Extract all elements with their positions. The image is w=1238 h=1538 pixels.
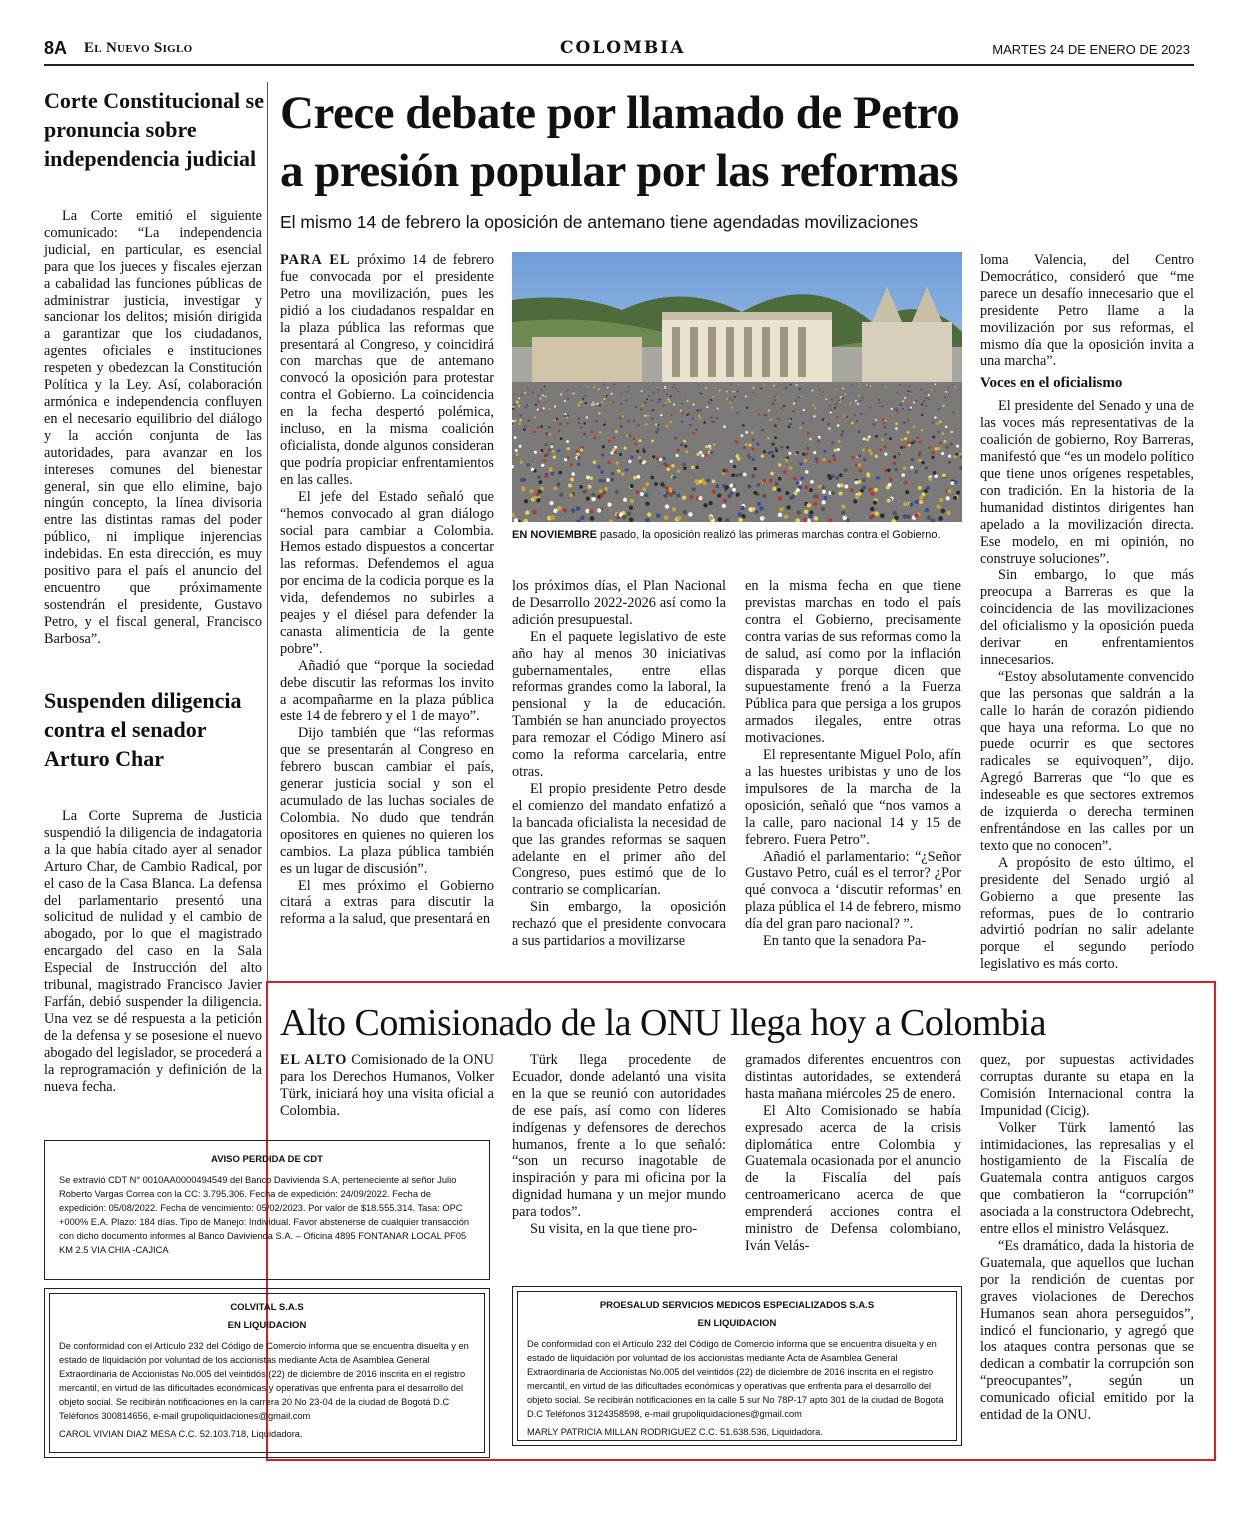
onu-col-3 bbox=[745, 1052, 961, 1255]
onu-col2-p1: Su visita, en la que tiene pro- bbox=[530, 1221, 698, 1238]
main-lead: PARA EL bbox=[280, 252, 351, 268]
main-col2-p1: En el paquete legislativo de este año hay al menos 30 iniciativas gubernamentales, entre ellas reformas grandes como la laboral, la pensional y la de educación. También se han anunciado proyectos para remozar el Código Minero así como la reforma carcelaria, entre otras. bbox=[512, 628, 726, 780]
notice-cdt-title: AVISO PERDIDA DE CDT bbox=[211, 1154, 323, 1165]
main-col2-p3: Sin embargo, la oposición rechazó que el presidente convocara a sus partidarios a movilizarse bbox=[512, 899, 726, 950]
main-col-1 bbox=[280, 252, 494, 928]
main-deck: El mismo 14 de febrero la oposición de antemano tiene agendadas movilizaciones bbox=[280, 212, 919, 232]
plaza-photo bbox=[512, 252, 962, 522]
sidebar-story2-body bbox=[44, 808, 262, 1095]
onu-col3-p1: El Alto Comisionado se había expresado acerca de la crisis diplomática entre Colombia y Guatemala ocasionada por el anuncio de la Fiscalía del país centroamericano acerca de que emprenderá acciones contra el ministro de Defensa colombiano, Iván Velás- bbox=[745, 1102, 961, 1254]
sidebar-story2-paragraph: La Corte Suprema de Justicia suspendió la diligencia de indagatoria a la que había citado ayer al senador Arturo Char, de Cambio Radical, por el caso de la Casa Blanca. La defensa del parlamentario presentó una solicitud de nulidad y el cambio de abogado, por lo que el magistrado encargado del caso en la Sala Especial de Instrucción del alto tribunal, magistrado Francisco Javier Farfán, debió suspender la diligencia. Una vez se dé respuesta a la petición de la defensa y se posesione el nuevo abogado del legislador, se procederá a la reprogramación y definición de la nueva fecha. bbox=[44, 808, 262, 1095]
notice-colvital-subtitle: EN LIQUIDACION bbox=[227, 1320, 307, 1331]
sidebar-story1-paragraph: La Corte emitió el siguiente comunicado: “La independencia judicial, en particular, es esencial para que los jueces y fiscales ejerzan a cabalidad las funciones públicas de administrar justicia, investigar y sancionar los delitos; misión dirigida a garantizar que los ciudadanos, agentes oficiales e instituciones respeten y obedezcan la Constitución Política y la Ley. Así, colaboración armónica e independencia confluyen en el necesario equilibrio del diálogo y la acción conjunta de las autoridades, para avanzar en los intereses comunes del bienestar general, sin que ello elimine, bajo ningún concepto, la línea divisoria entre las distintas ramas del poder público, ni implique injerencias indebidas. En esta dirección, es muy positivo para el país el anuncio del encuentro que próximamente sostendrán el presidente, Gustavo Petro, y el fiscal general, Francisco Barbosa”. bbox=[44, 208, 262, 647]
sidebar-story1-body bbox=[44, 208, 262, 648]
onu-col3-p0: gramados diferentes encuentros con distintas autoridades, se extenderá hasta mañana miércoles 25 de enero. bbox=[745, 1052, 961, 1102]
main-col3-p3: En tanto que la senadora Pa- bbox=[763, 933, 927, 950]
main-col2-p0: los próximos días, el Plan Nacional de Desarrollo 2022-2026 así como la adición presupuestal. bbox=[512, 578, 726, 628]
notice-colvital-signature: CAROL VIVIAN DIAZ MESA C.C. 52.103.718, Liquidadora. bbox=[59, 1429, 303, 1439]
onu-headline: Alto Comisionado de la ONU llega hoy a Colombia bbox=[280, 1002, 1046, 1044]
notice-proesalud-title: PROESALUD SERVICIOS MEDICOS ESPECIALIZADOS S.A.S bbox=[599, 1300, 875, 1311]
main-col1-p4: El mes próximo el Gobierno citará a extras para discutir la reforma a la salud, que presentará en bbox=[280, 877, 494, 928]
main-col1-p2: Añadió que “porque la sociedad debe discutir las reformas los invito a acompañarme en la plaza pública este 14 de febrero y el 1 de mayo”. bbox=[280, 657, 494, 725]
notice-proesalud-signature: MARLY PATRICIA MILLAN RODRIGUEZ C.C. 51.638.536, Liquidadora. bbox=[527, 1427, 823, 1437]
sidebar-story1-headline: Corte Constitucional se pronuncia sobre independencia judicial bbox=[44, 88, 264, 171]
main-col1-p0-text: próximo 14 de febrero fue convocada por el presidente Petro una movilización, pues les pidió a los ciudadanos respaldar en la plaza pública las reformas que presentará al Congreso, y coincidirá con marchas que de antemano convocó la oposición para protestar contra el Gobierno. La coincidencia en la fecha despertó polémica, incluso, en la misma coalición oficialista, donde algunos consideran que podría propiciar enfrentamientos en las calles. bbox=[280, 252, 494, 488]
notice-colvital-body: De conformidad con el Artículo 232 del Código de Comercio informa que se encuentra disuelta y en estado de liquidación por voluntad de los accionistas mediante Acta de Asamblea General Extraordinaria de Accionistas No.005 del veintidós (22) de diciembre de 2016 inscrita en el registro mercantil, en virtud de las dificultades económicas y operativas que enfrenta para el desarrollo del objeto social. Se recibirán notificaciones en la carrera 20 No 23-04 de la ciudad de Bogotá D.C Teléfonos 300814656, e-mail grupoliquidaciones@gmail.com bbox=[59, 1341, 469, 1421]
notice-proesalud bbox=[512, 1286, 962, 1446]
photo-caption bbox=[512, 528, 962, 543]
notice-cdt-body: Se extravió CDT N° 0010AA0000494549 del Banco Davivienda S.A, perteneciente al señor Julio Roberto Vargas Correa con la CC: 3.795.306. Fecha de expedición: 24/09/2022. Fecha de expedición: 05/08/2022. Fecha de vencimiento: 05/02/2023. Por valor de $18.555.314. Tasa: OPC +000% E.A. Plazo: 184 días. Tipo de Manejo: Individual. Favor abstenerse de cualquier transacción con dicho documento informes al Banco Davivienda S.A. – Oficina 4895 FONTANAR LOCAL PF05 KM 2.5 VIA CHIA -CAJICA bbox=[59, 1175, 470, 1255]
main-col4-subhead: Voces en el oficialismo bbox=[980, 375, 1123, 392]
notice-proesalud-subtitle: EN LIQUIDACION bbox=[697, 1318, 777, 1329]
main-col-2 bbox=[512, 578, 726, 950]
main-col4-intro: loma Valencia, del Centro Democrático, consideró que “me parece un desafío innecesario que el presidente Petro llame a la movilización por sus reformas, el mismo día que la oposición invita a una marcha”. bbox=[980, 252, 1194, 370]
onu-col-2 bbox=[512, 1052, 726, 1238]
onu-col4-p2: “Es dramático, dada la historia de Guatemala, que aquellos que luchan por la rendición de cuentas por graves violaciones de Derechos Humanos sean ahora perseguidos”, indicó el funcionario, y agregó que los ataques contra personas que se dedican a combatir la corrupción son “preocupantes”, según un comunicado oficial emitido por la entidad de la ONU. bbox=[980, 1237, 1194, 1424]
main-col4-p0: El presidente del Senado y una de las voces más representativas de la coalición de gobierno, Roy Barreras, manifestó que “es un modelo político que tiene unos orígenes respetables, con tradición. En la historia de la humanidad distintos dirigentes han apelado a la movilización directa. Ese modelo, en mi opinión, no construye soluciones”. bbox=[980, 398, 1195, 567]
onu-col2-p0: Türk llega procedente de Ecuador, donde adelantó una visita en la que se reunió con autoridades de ese país, así como con líderes indígenas y defensores de derechos humanos, frente a lo que señaló: “son un recurso inagotable de inspiración y para mi oficina por la dignidad humana y un mejor mundo para todos”. bbox=[512, 1052, 726, 1221]
main-col4-p3: A propósito de esto último, el presidente del Senado urgió al Gobierno a que presente las reformas, pues de lo contrario advirtió podrían no salir adelante porque el segundo período legislativo es más corto. bbox=[980, 854, 1194, 973]
notice-colvital bbox=[44, 1288, 490, 1458]
onu-col4-p1: Volker Türk lamentó las intimidaciones, las represalias y el hostigamiento de la Fiscalía de Guatemala contra antiguos cargos que combatieron la “corrupción” asociada a la constructora Odebrecht, entre ellos el ministro Velásquez. bbox=[980, 1119, 1194, 1238]
masthead: El Nuevo Siglo bbox=[84, 40, 193, 56]
onu-col4-p0: quez, por supuestas actividades corruptas durante su etapa en la Comisión Internacional contra la Impunidad (Cicig). bbox=[980, 1052, 1194, 1119]
main-col-4 bbox=[980, 252, 1194, 973]
plaza-crowd-illustration bbox=[512, 252, 962, 522]
section-title: COLOMBIA bbox=[560, 38, 686, 58]
main-col2-p2: El propio presidente Petro desde el comienzo del mandato enfatizó a la bancada oficialista la necesidad de que las grandes reformas se saquen adelante en el primer año del Congreso, pues estimó que de lo contrario se complicarían. bbox=[512, 780, 726, 899]
main-col3-p1: El representante Miguel Polo, afín a las huestes uribistas y uno de los impulsores de la marcha de la oposición, señaló que “nos vamos a la calle, paro nacional 14 y 15 de febrero. Fuera Petro”. bbox=[745, 747, 961, 848]
main-headline-line1: Crece debate por llamado de Petro bbox=[280, 87, 960, 139]
main-col1-p3: Dijo también que “las reformas que se presentarán al Congreso en febrero buscan cambiar el país, generar justicia social y son el acumulado de las luchas sociales de Colombia. No dudo que tendrán opositores en quienes no quieren los cambios. La plaza pública también es un lugar de discusión”. bbox=[280, 725, 494, 877]
notice-cdt bbox=[44, 1140, 490, 1280]
page-number: 8A bbox=[44, 38, 68, 58]
main-col3-p0: en la misma fecha en que tiene previstas marchas en todo el país contra el Gobierno, precisamente contra varias de sus reformas como la de salud, así como por la inflación disparada y porque dicen que supuestamente frenó a la Fuerza Pública para que persiga a los grupos armados ilegales, entre otras motivaciones. bbox=[745, 578, 961, 747]
onu-lead: EL ALTO bbox=[280, 1052, 348, 1068]
caption-lead: EN NOVIEMBRE bbox=[512, 529, 597, 541]
caption-text: pasado, la oposición realizó las primeras marchas contra el Gobierno. bbox=[600, 529, 941, 541]
header-rule bbox=[44, 64, 1194, 66]
onu-col1-p0 bbox=[280, 1052, 494, 1120]
main-col1-p1: El jefe del Estado señaló que “hemos convocado al gran diálogo social para cambiar a Colombia. Hemos estado dispuestos a concertar las reformas. Defendemos el agua por encima de la codicia porque es la vida, defendemos no subirles a peajes y el diésel para defender la canasta alimenticia de la gente pobre”. bbox=[280, 488, 494, 657]
sidebar-story2-headline: Suspenden diligencia contra el senador Arturo Char bbox=[44, 688, 242, 771]
onu-col-1 bbox=[280, 1052, 494, 1120]
main-col4-p1: Sin embargo, lo que más preocupa a Barreras es que la coincidencia de las movilizaciones del oficialismo y la oposición pueda derivar en enfrentamientos innecesarios. bbox=[980, 567, 1194, 668]
main-col-3 bbox=[745, 578, 961, 950]
issue-date: MARTES 24 DE ENERO DE 2023 bbox=[992, 42, 1190, 57]
notice-proesalud-body: De conformidad con el Artículo 232 del Código de Comercio informa que se encuentra disuelta y en estado de liquidación por voluntad de los accionistas mediante Acta de Asamblea General Extraordinaria de Accionistas No.005 del veintidós (22) de diciembre de 2016 inscrita en el registro mercantil, en virtud de las dificultades económicas y operativas que enfrenta para el desarrollo del objeto social. Se recibirán notificaciones en la calle 5 sur No 78P-17 apto 301 de la ciudad de Bogotá D.C Teléfonos 3124358598, e-mail grupoliquidaciones@gmail.com bbox=[527, 1339, 944, 1419]
column-rule bbox=[267, 82, 268, 1117]
onu-col-4 bbox=[980, 1052, 1194, 1424]
main-headline-line2: a presión popular por las reformas bbox=[280, 145, 959, 197]
main-col1-p0 bbox=[280, 252, 494, 489]
main-col3-p2: Añadió el parlamentario: “¿Señor Gustavo Petro, cuál es el terror? ¿Por qué convoca a ‘discutir reformas’ en plaza pública el 14 de febrero, mismo día del gran paro nacional? ”. bbox=[745, 848, 961, 933]
main-headline bbox=[280, 84, 1190, 200]
notice-colvital-title: COLVITAL S.A.S bbox=[230, 1302, 304, 1313]
main-col4-p2: “Estoy absolutamente convencido que las personas que saldrán a la calle lo harán de corazón pidiendo que haya una reforma. Lo que no puede ocurrir es que sectores radicales se equivoquen”, dijo. Agregó Barreras que “lo que es indeseable es que sectores extremos de izquierda o derecha terminen enfrentándose en las calles por un texto que no conocen”. bbox=[980, 668, 1194, 854]
onu-col1-text: Comisionado de la ONU para los Derechos Humanos, Volker Türk, iniciará hoy una visita oficial a Colombia. bbox=[280, 1052, 494, 1119]
